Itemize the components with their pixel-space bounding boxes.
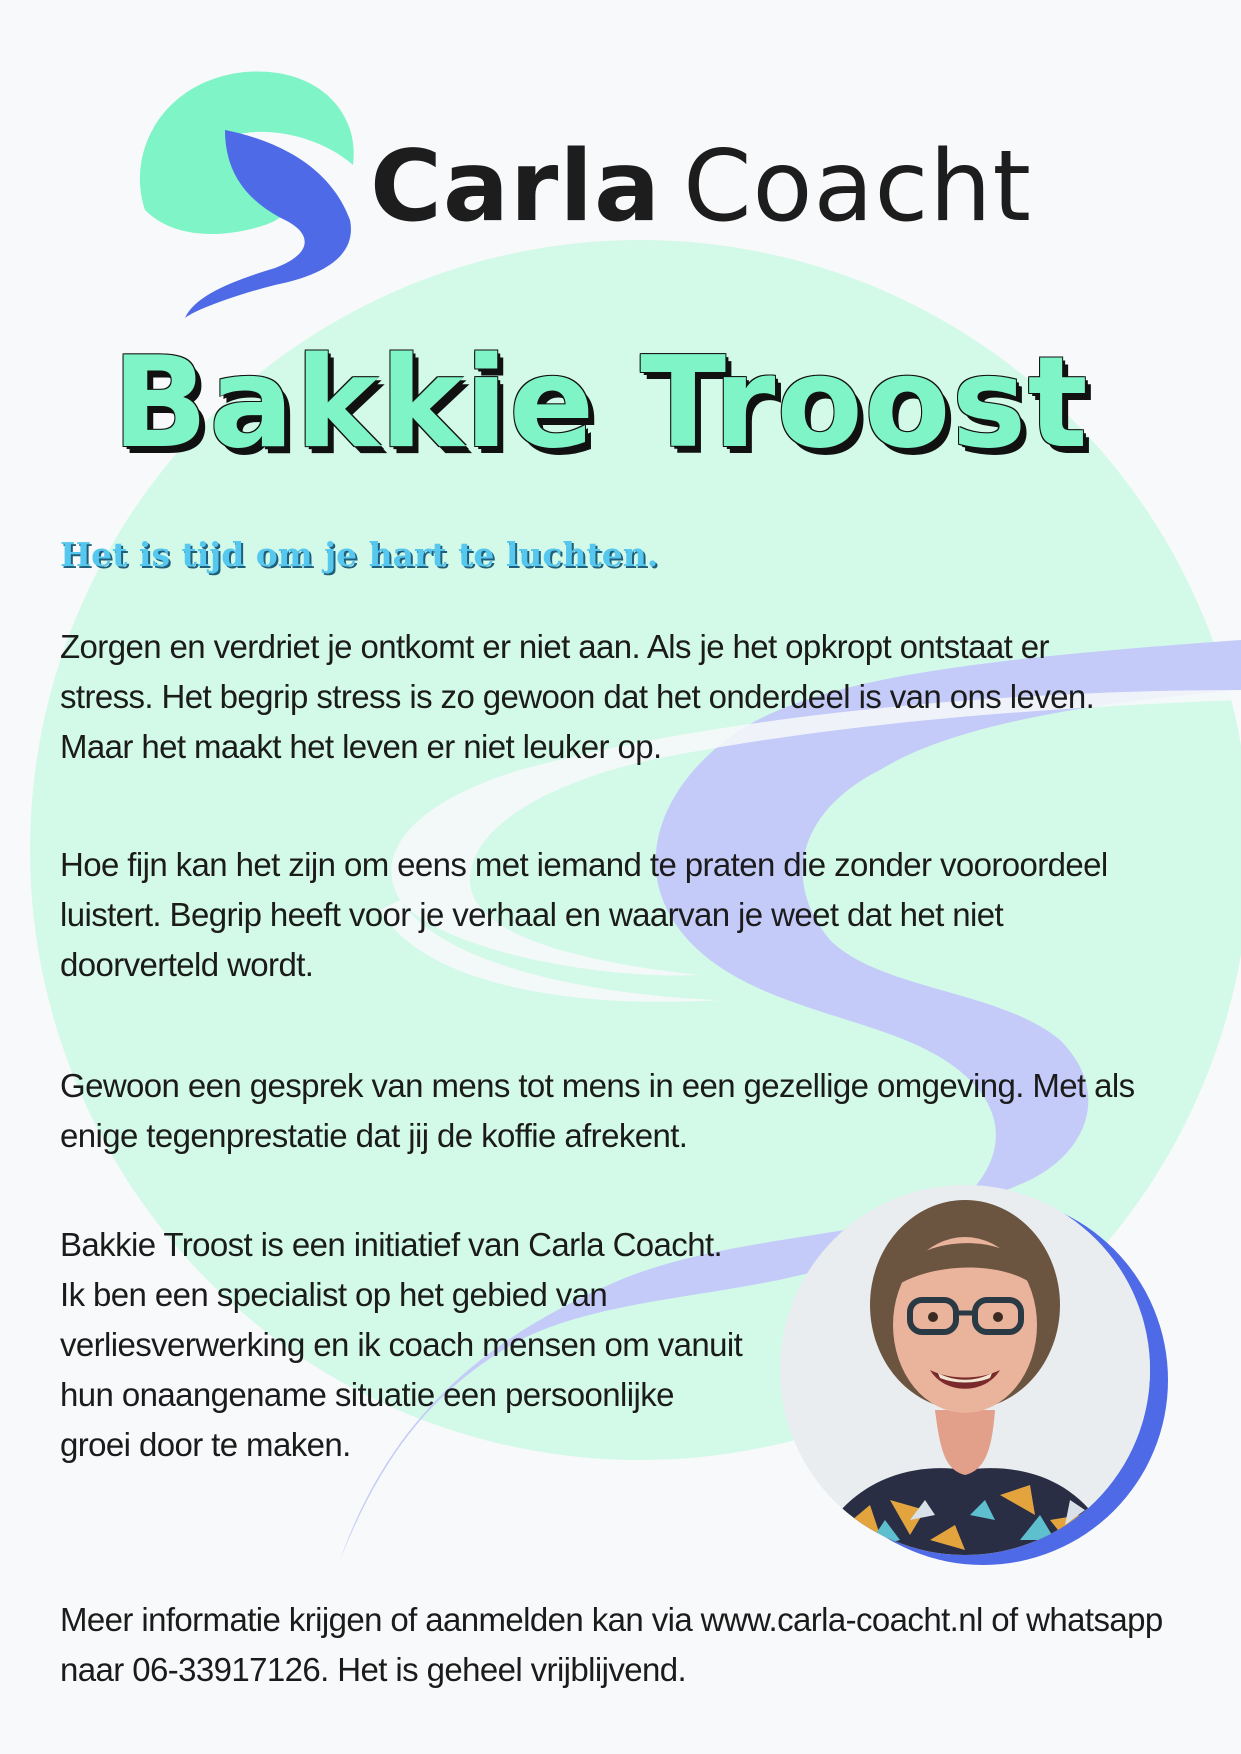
- paragraph-line: naar 06-33917126. Het is geheel vrijblijvend.: [60, 1651, 687, 1688]
- paragraph-intro: [60, 622, 1180, 772]
- brand-wordmark: [370, 130, 1032, 244]
- headline: Bakkie Troost: [112, 329, 1089, 476]
- paragraph-line: Zorgen en verdriet je ontkomt er niet aan. Als je het opkropt ontstaat er: [60, 628, 1049, 665]
- subheadline: Het is tijd om je hart te luchten.: [60, 535, 659, 574]
- paragraph-about: [60, 1220, 800, 1470]
- paragraph-line: stress. Het begrip stress is zo gewoon dat het onderdeel is van ons leven.: [60, 678, 1095, 715]
- paragraph-line: Hoe fijn kan het zijn om eens met iemand te praten die zonder vooroordeel: [60, 846, 1108, 883]
- paragraph-listening: [60, 840, 1180, 990]
- paragraph-line: enige tegenprestatie dat jij de koffie afrekent.: [60, 1117, 688, 1154]
- paragraph-line: hun onaangename situatie een persoonlijke: [60, 1376, 674, 1413]
- paragraph-contact: [60, 1595, 1180, 1695]
- brand-name-light: Coacht: [683, 130, 1032, 244]
- paragraph-line: groei door te maken.: [60, 1426, 351, 1463]
- paragraph-line: Gewoon een gesprek van mens tot mens in een gezellige omgeving. Met als: [60, 1067, 1135, 1104]
- paragraph-conversation: [60, 1061, 1180, 1161]
- paragraph-line: Maar het maakt het leven er niet leuker op.: [60, 728, 662, 765]
- paragraph-line: Ik ben een specialist op het gebied van: [60, 1276, 608, 1313]
- brand-name-bold: Carla: [370, 130, 662, 244]
- paragraph-line: luistert. Begrip heeft voor je verhaal en waarvan je weet dat het niet: [60, 896, 1004, 933]
- paragraph-line: Bakkie Troost is een initiatief van Carla Coacht.: [60, 1226, 723, 1263]
- paragraph-line: Meer informatie krijgen of aanmelden kan via www.carla-coacht.nl of whatsapp: [60, 1601, 1163, 1638]
- paragraph-line: verliesverwerking en ik coach mensen om vanuit: [60, 1326, 743, 1363]
- paragraph-line: doorverteld wordt.: [60, 946, 314, 983]
- carla-coacht-logo-icon: [125, 70, 365, 320]
- portrait-photo: [770, 1170, 1190, 1570]
